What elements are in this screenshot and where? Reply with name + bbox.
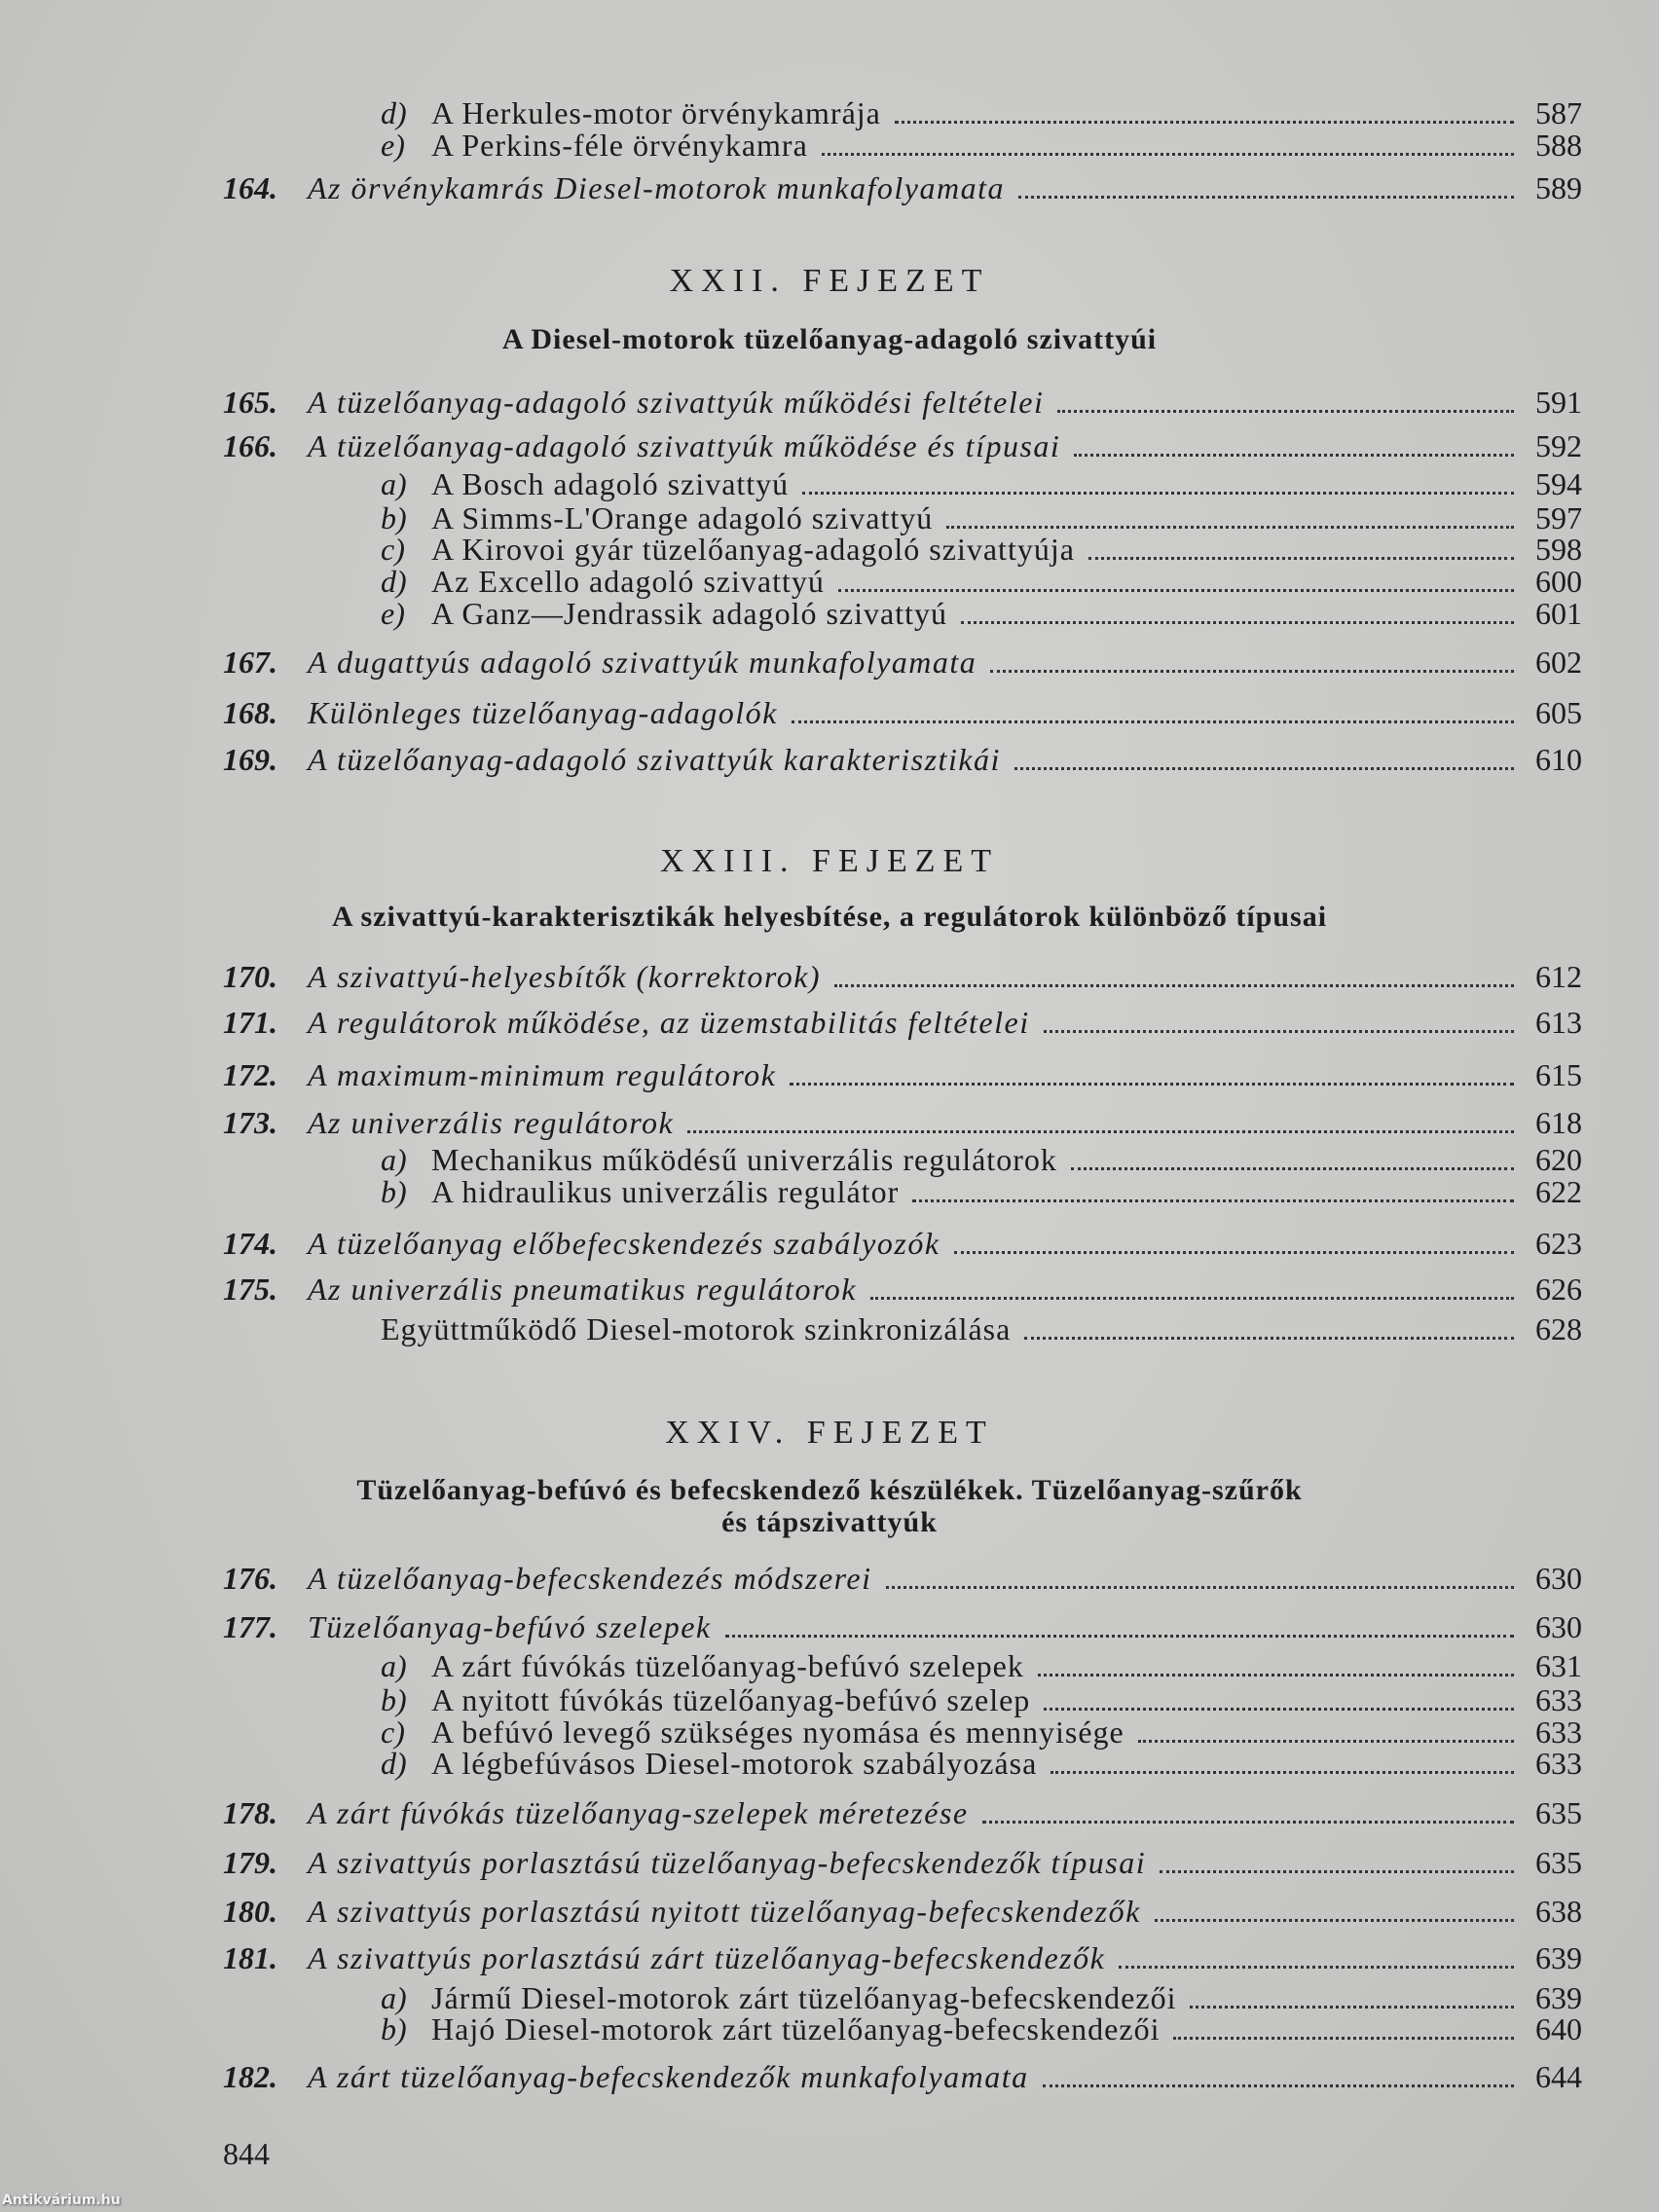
toc-subentry [223,1746,1582,1781]
subsection-letter: b) [381,1174,407,1209]
entry-title: A maximum-minimum regulátorok [308,1057,777,1092]
toc-entry [223,1226,1582,1261]
page-ref: 601 [1535,596,1582,631]
toc-subentry [223,1174,1582,1209]
entry-title: Mechanikus működésű univerzális regulátorok [431,1142,1057,1177]
entry-title: A zárt fúvókás tüzelőanyag-befúvó szelepek [431,1648,1024,1683]
toc-entry [223,1105,1582,1140]
subsection-letter: d) [381,564,407,599]
chapter-heading: XXIV. FEJEZET [665,1415,994,1451]
dot-leader [1051,1771,1514,1774]
entry-title: A hidraulikus univerzális regulátor [431,1174,900,1209]
subsection-letter: d) [381,1746,407,1781]
page-ref: 635 [1535,1845,1582,1880]
toc-entry [223,428,1582,463]
dot-leader [1018,196,1514,199]
section-number: 182. [223,2059,277,2094]
entry-title: A szivattyú-helyesbítők (korrektorok) [308,959,822,994]
subsection-letter: a) [381,1980,407,2015]
section-number: 177. [223,1609,277,1644]
section-number: 179. [223,1845,277,1880]
watermark: Antikvárium.hu [2,2193,121,2208]
dot-leader [1044,1030,1514,1033]
section-number: 167. [223,645,277,680]
page-ref: 594 [1535,466,1582,501]
toc-entry [223,1005,1582,1040]
toc-entry [223,1894,1582,1929]
entry-title: Különleges tüzelőanyag-adagolók [308,695,778,730]
page-ref: 589 [1535,170,1582,205]
page-ref: 610 [1535,742,1582,777]
section-number: 175. [223,1272,277,1307]
dot-leader [790,1083,1514,1086]
section-number: 165. [223,385,277,420]
entry-title: Az örvénykamrás Diesel-motorok munkafolyamata [308,170,1005,205]
dot-leader [1138,1740,1514,1743]
page-number: 844 [223,2136,270,2171]
toc-subentry [223,1980,1582,2015]
entry-title: A zárt fúvókás tüzelőanyag-szelepek méretezése [308,1795,969,1830]
subsection-letter: a) [381,1142,407,1177]
dot-leader [1038,1674,1514,1677]
toc-subentry [223,95,1582,130]
toc-subentry [223,1714,1582,1750]
entry-title: A tüzelőanyag-befecskendezés módszerei [308,1561,872,1596]
toc-subentry [223,466,1582,501]
section-number: 171. [223,1005,277,1040]
toc-entry [223,1057,1582,1092]
entry-title: Az Excello adagoló szivattyú [431,564,825,599]
chapter-title: A Diesel-motorok tüzelőanyag-adagoló szivattyúi [501,323,1158,355]
subsection-letter: c) [381,532,405,567]
page-ref: 633 [1535,1682,1582,1717]
section-number: 174. [223,1226,277,1261]
entry-title: A Bosch adagoló szivattyú [431,466,790,501]
page-ref: 638 [1535,1894,1582,1929]
entry-title: A befúvó levegő szükséges nyomása és mennyisége [431,1714,1124,1750]
toc-subentry [223,1682,1582,1717]
section-number: 168. [223,695,277,730]
page-ref: 631 [1535,1648,1582,1683]
page-ref: 613 [1535,1005,1582,1040]
dot-leader [982,1821,1514,1824]
entry-title: A Simms-L'Orange adagoló szivattyú [431,500,934,535]
entry-title: A tüzelőanyag előbefecskendezés szabályozók [308,1226,940,1261]
dot-leader [1160,1870,1514,1873]
page-ref: 605 [1535,695,1582,730]
toc-entry [223,2059,1582,2094]
entry-title: A zárt tüzelőanyag-befecskendezők munkafolyamata [308,2059,1029,2094]
entry-title: A dugattyús adagoló szivattyúk munkafolyamata [308,645,977,680]
page-ref: 602 [1535,645,1582,680]
dot-leader [912,1199,1514,1202]
page-ref: 633 [1535,1714,1582,1750]
page-ref: 591 [1535,385,1582,420]
page-ref: 635 [1535,1795,1582,1830]
toc-subentry [223,128,1582,163]
dot-leader [822,153,1514,156]
page-ref: 612 [1535,959,1582,994]
entry-title: A légbefúvásos Diesel-motorok szabályozása [431,1746,1038,1781]
subsection-letter: b) [381,2011,407,2046]
chapter-title: Tüzelőanyag-befúvó és befecskendező készülékek. Tüzelőanyag-szűrők [356,1474,1303,1506]
toc-entry [223,742,1582,777]
dot-leader [961,621,1514,624]
chapter-title: és tápszivattyúk [721,1506,938,1538]
entry-title: A Herkules-motor örvénykamrája [431,95,881,130]
dot-leader [834,984,1514,987]
toc-entry [223,695,1582,730]
page-ref: 644 [1535,2059,1582,2094]
page-ref: 600 [1535,564,1582,599]
dot-leader [1057,410,1514,413]
page-ref: 620 [1535,1142,1582,1177]
dot-leader [1074,454,1514,457]
page-ref: 639 [1535,1940,1582,1975]
section-number: 180. [223,1894,277,1929]
subsection-letter: e) [381,596,405,631]
dot-leader [725,1635,1514,1638]
subsection-letter: b) [381,500,407,535]
subsection-letter: e) [381,128,405,163]
toc-entry [223,1845,1582,1880]
dot-leader [946,526,1514,529]
entry-title: A tüzelőanyag-adagoló szivattyúk karakterisztikái [308,742,1001,777]
entry-title: Az univerzális pneumatikus regulátorok [308,1272,857,1307]
entry-title: A Perkins-féle örvénykamra [431,128,808,163]
dot-leader [1173,2037,1514,2040]
toc-entry [223,1272,1582,1307]
dot-leader [990,670,1514,673]
dot-leader [1190,2006,1514,2009]
toc-entry [223,645,1582,680]
entry-title: A Ganz—Jendrassik adagoló szivattyú [431,596,947,631]
dot-leader [838,589,1514,592]
dot-leader [687,1130,1514,1133]
dot-leader [792,720,1514,723]
page-ref: 592 [1535,428,1582,463]
toc-entry [223,170,1582,205]
toc-subentry [223,1648,1582,1683]
dot-leader [1024,1337,1514,1340]
toc-entry [223,959,1582,994]
chapter-heading: XXIII. FEJEZET [659,843,1000,879]
toc-subentry [223,596,1582,631]
toc-entry [223,385,1582,420]
dot-leader [1043,2084,1514,2087]
dot-leader [870,1297,1514,1300]
entry-title: Tüzelőanyag-befúvó szelepek [308,1609,712,1644]
page-ref: 598 [1535,532,1582,567]
dot-leader [1044,1708,1514,1711]
dot-leader [802,492,1514,495]
section-number: 166. [223,428,277,463]
toc-entry [223,1561,1582,1596]
toc-entry [223,1609,1582,1644]
chapter-heading: XXII. FEJEZET [669,263,990,299]
subsection-letter: a) [381,1648,407,1683]
page-ref: 587 [1535,95,1582,130]
dot-leader [1155,1919,1514,1922]
entry-title: A tüzelőanyag-adagoló szivattyúk működési feltételei [308,385,1045,420]
toc-subentry [223,564,1582,599]
entry-title: A szivattyús porlasztású tüzelőanyag-befecskendezők típusai [308,1845,1147,1880]
page-ref: 618 [1535,1105,1582,1140]
section-number: 176. [223,1561,277,1596]
toc-subentry [223,1142,1582,1177]
toc-entry [223,1795,1582,1830]
entry-title: Együttműködő Diesel-motorok szinkronizálása [381,1311,1012,1346]
section-number: 173. [223,1105,277,1140]
section-number: 172. [223,1057,277,1092]
dot-leader [886,1586,1514,1589]
section-number: 178. [223,1795,277,1830]
subsection-letter: a) [381,466,407,501]
page-ref: 622 [1535,1174,1582,1209]
entry-title: A szivattyús porlasztású zárt tüzelőanyag-befecskendezők [308,1940,1106,1975]
page-ref: 626 [1535,1272,1582,1307]
page-ref: 640 [1535,2011,1582,2046]
page-ref: 623 [1535,1226,1582,1261]
subsection-letter: c) [381,1714,405,1750]
section-number: 164. [223,170,277,205]
page-ref: 630 [1535,1561,1582,1596]
dot-leader [954,1251,1514,1254]
entry-title: Az univerzális regulátorok [308,1105,675,1140]
entry-title: A Kirovoi gyár tüzelőanyag-adagoló szivattyúja [431,532,1075,567]
dot-leader [895,121,1514,124]
toc-subentry [223,500,1582,535]
dot-leader [1119,1966,1514,1969]
entry-title: A regulátorok működése, az üzemstabilitás feltételei [308,1005,1030,1040]
subsection-letter: b) [381,1682,407,1717]
entry-title: Hajó Diesel-motorok zárt tüzelőanyag-befecskendezői [431,2011,1161,2046]
dot-leader [1014,767,1514,770]
page-ref: 588 [1535,128,1582,163]
page-ref: 628 [1535,1311,1582,1346]
subsection-letter: d) [381,95,407,130]
toc-subentry [223,2011,1582,2046]
toc-entry [223,1311,1582,1346]
toc-entry [223,1940,1582,1975]
entry-title: A nyitott fúvókás tüzelőanyag-befúvó szelep [431,1682,1031,1717]
entry-title: A tüzelőanyag-adagoló szivattyúk működése és típusai [308,428,1061,463]
section-number: 170. [223,959,277,994]
page-ref: 633 [1535,1746,1582,1781]
section-number: 181. [223,1940,277,1975]
page-ref: 639 [1535,1980,1582,2015]
dot-leader [1088,557,1514,560]
page-ref: 597 [1535,500,1582,535]
chapter-title: A szivattyú-karakterisztikák helyesbítése, a regulátorok különböző típusai [331,901,1328,933]
dot-leader [1071,1167,1514,1170]
toc-subentry [223,532,1582,567]
page-ref: 630 [1535,1609,1582,1644]
page-ref: 615 [1535,1057,1582,1092]
entry-title: Jármű Diesel-motorok zárt tüzelőanyag-befecskendezői [431,1980,1177,2015]
entry-title: A szivattyús porlasztású nyitott tüzelőanyag-befecskendezők [308,1894,1141,1929]
section-number: 169. [223,742,277,777]
